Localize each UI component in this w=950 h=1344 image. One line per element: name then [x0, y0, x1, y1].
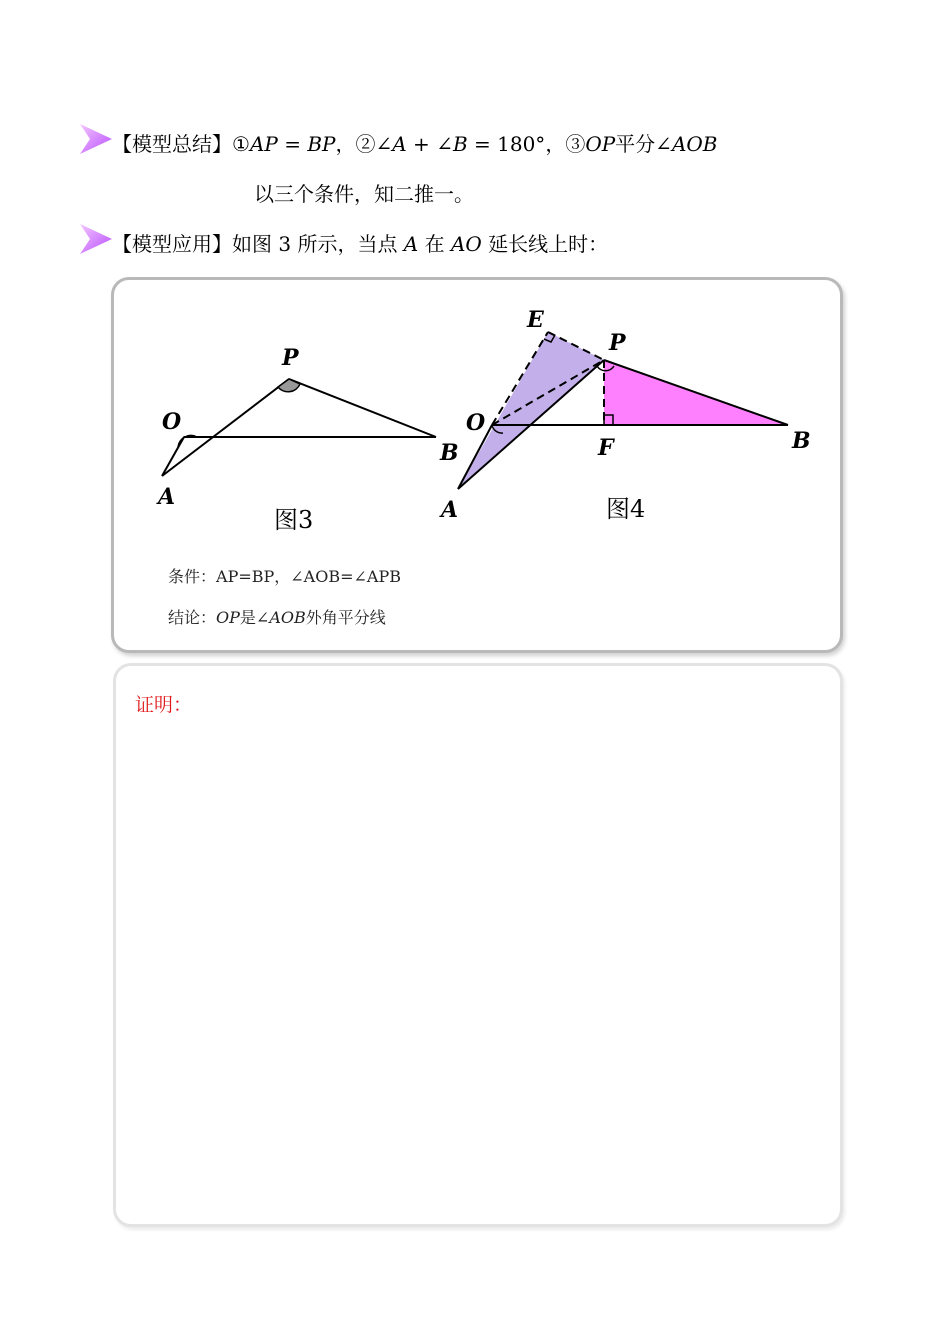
separator-2: ，: [545, 132, 566, 156]
condition-1-right: BP: [307, 132, 336, 156]
conclusion-prefix: 结论：: [168, 608, 217, 627]
condition-body: AP=BP，∠AOB=∠APB: [216, 567, 401, 586]
proof-box: [113, 663, 843, 1227]
application-text-1: 如图 3 所示，当点: [232, 232, 404, 256]
figure-4: [439, 307, 811, 523]
fig4-label-e: E: [527, 307, 544, 333]
condition-2-value: = 180°: [467, 132, 546, 156]
condition-prefix: 条件：: [168, 567, 217, 586]
plus-sign: +: [406, 132, 437, 156]
condition-2-mark: ②: [355, 132, 376, 156]
fig3-caption: 图3: [274, 506, 314, 534]
fig3-label-a: A: [158, 484, 176, 510]
application-label-key: 应用: [172, 232, 212, 256]
condition-1-left: AP: [249, 132, 278, 156]
application-label-open: 【模型: [112, 232, 172, 256]
fig4-label-o: O: [466, 410, 486, 436]
condition-3-text: 平分: [615, 132, 656, 156]
conclusion-aob: AOB: [269, 608, 306, 627]
conclusion-suffix: 外角平分线: [305, 608, 386, 627]
point-a: A: [403, 232, 419, 256]
summary-label-close: 】: [212, 132, 232, 156]
condition-text: [168, 564, 401, 587]
summary-label-key: 总结: [172, 132, 212, 156]
condition-2-a: A: [392, 132, 407, 156]
angle-symbol: ∠: [436, 132, 453, 156]
angle-symbol: ∠: [655, 132, 672, 156]
fig4-caption: 图4: [606, 495, 646, 523]
fig3-label-p: P: [282, 345, 299, 371]
angle-symbol: ∠: [375, 132, 393, 156]
fig4-label-a: A: [441, 497, 459, 523]
application-label-close: 】: [212, 232, 232, 256]
summary-line-2: 以三个条件，知二推一。: [254, 182, 474, 206]
fig4-label-p: P: [609, 330, 626, 356]
fig3-label-b: B: [440, 440, 459, 466]
summary-label-open: 【模型: [112, 132, 172, 156]
proof-label: 证明：: [135, 694, 193, 716]
application-text-3: 延长线上时：: [481, 232, 609, 256]
condition-1-mark: ①: [232, 132, 250, 156]
application-text-2: 在: [418, 232, 451, 256]
fig4-label-b: B: [792, 428, 811, 454]
fig4-label-f: F: [598, 435, 614, 461]
condition-3-aob: AOB: [671, 132, 718, 156]
condition-1-eq: =: [277, 132, 308, 156]
figure-3: [156, 345, 459, 534]
condition-2-b: B: [452, 132, 468, 156]
geometry-figures: [0, 0, 950, 660]
conclusion-text: [168, 605, 386, 628]
segment-ao: AO: [450, 232, 482, 256]
conclusion-op: OP: [216, 608, 240, 627]
condition-3-op: OP: [585, 132, 616, 156]
separator-1: ，: [335, 132, 356, 156]
fig3-label-o: O: [162, 409, 182, 435]
condition-3-mark: ③: [565, 132, 586, 156]
conclusion-mid: 是∠: [239, 608, 270, 627]
